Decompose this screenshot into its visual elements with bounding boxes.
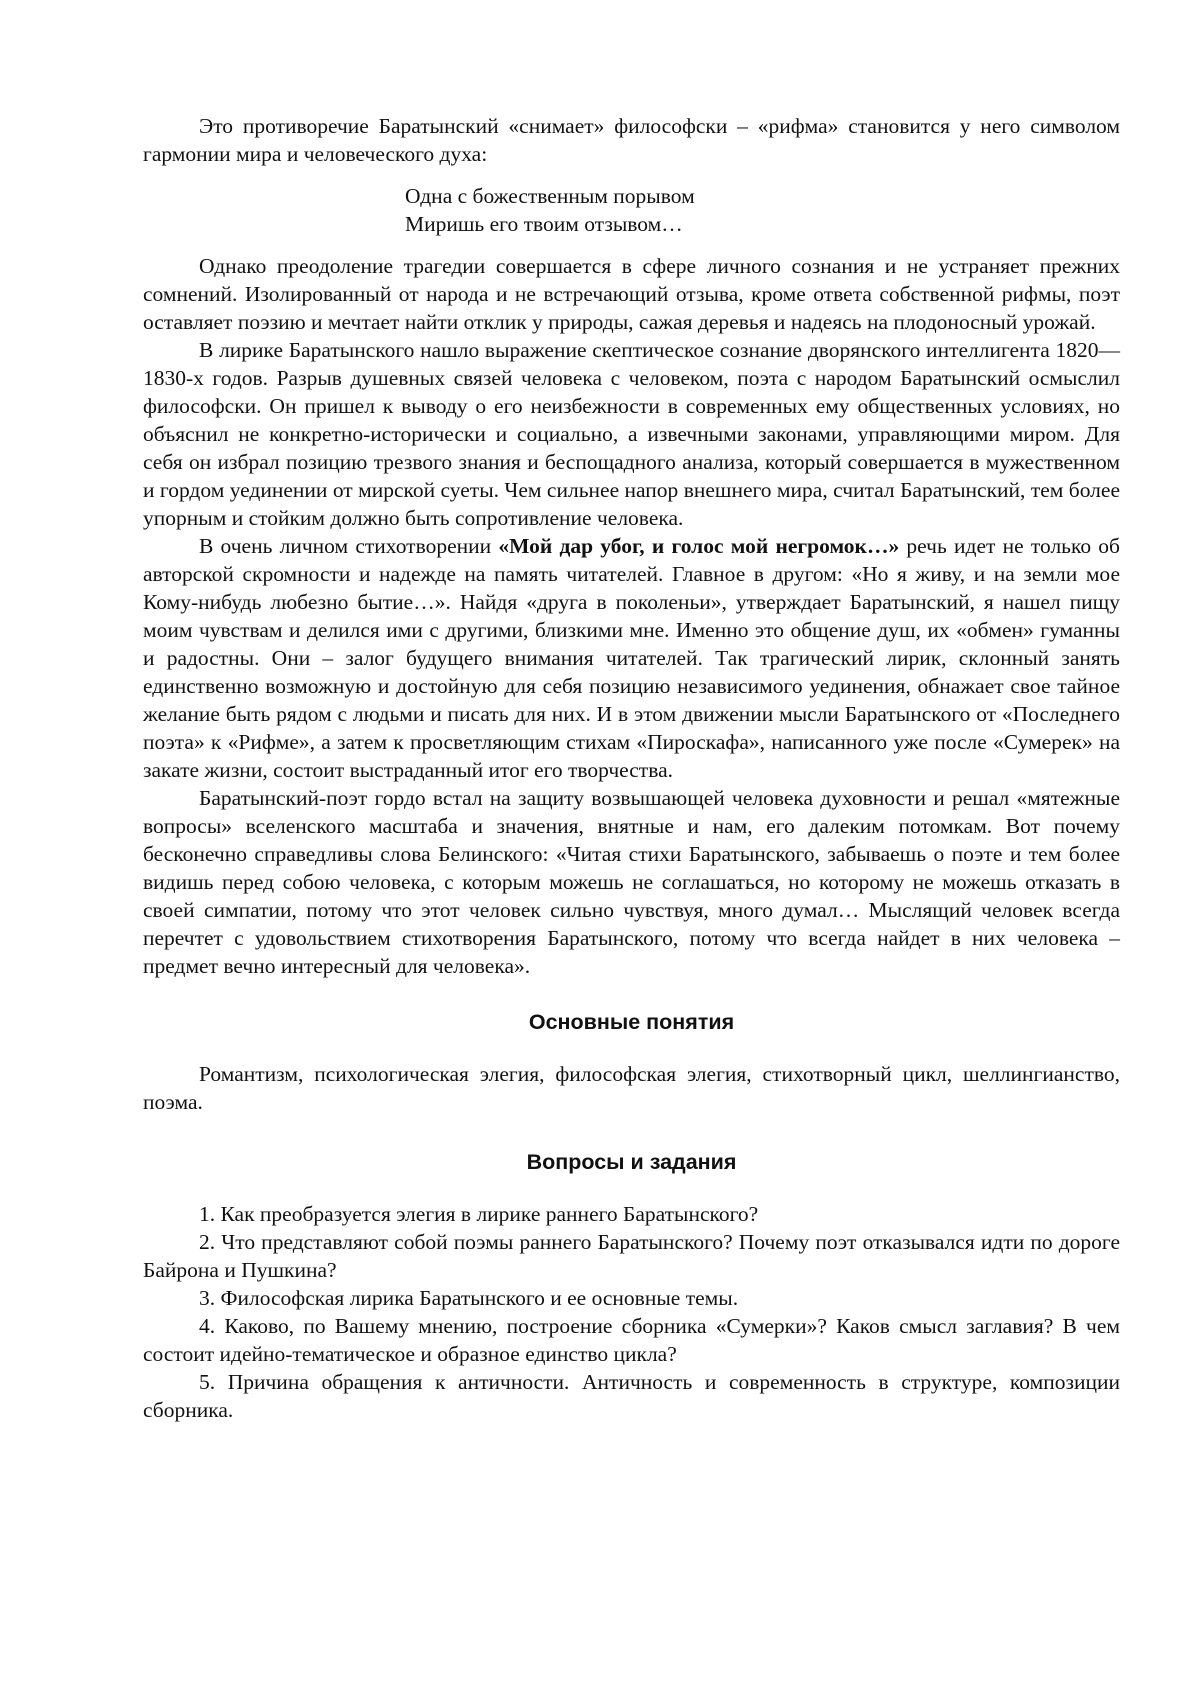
section-heading-concepts: Основные понятия xyxy=(528,1010,735,1034)
verse-quote xyxy=(405,182,1120,238)
paragraph-belinsky: Баратынский-поэт гордо встал на защиту возвышающей человека духовности и решал «мятежные вопросы» вселенского масштаба и значения, внятные и нам, его далеким потомкам. Вот почему бесконечно справедливы слова Белинского: «Читая стихи Баратынского, забываешь о поэте и тем более видишь перед собою человека, с которым можешь не соглашаться, но которому не можешь отказать в своей симпатии, потому что этот человек сильно чувствуя, много думал… Мыслящий человек всегда перечтет с удовольствием стихотворения Баратынского, потому что всегда найдет в них человека – предмет вечно интересный для человека». xyxy=(143,786,1120,978)
question-item: 1. Как преобразуется элегия в лирике раннего Баратынского? xyxy=(199,1202,759,1226)
question-item: 2. Что представляют собой поэмы раннего Баратынского? Почему поэт отказывался идти по дороге Байрона и Пушкина? xyxy=(143,1230,1120,1282)
concepts-text: Романтизм, психологическая элегия, философская элегия, стихотворный цикл, шеллингианство, поэма. xyxy=(143,1062,1120,1114)
question-item: 5. Причина обращения к античности. Античность и современность в структуре, композиции сборника. xyxy=(143,1370,1120,1422)
section-heading-questions: Вопросы и задания xyxy=(526,1150,737,1174)
paragraph-my-gift xyxy=(143,532,1120,784)
verse-line: Миришь его твоим отзывом… xyxy=(405,212,683,236)
intro-paragraph: Это противоречие Баратынский «снимает» философски – «рифма» становится у него символом гармонии мира и человеческого духа: xyxy=(143,114,1120,166)
question-item: 4. Каково, по Вашему мнению, построение сборника «Сумерки»? Каков смысл заглавия? В чем состоит идейно-тематическое и образное единство цикла? xyxy=(143,1314,1120,1366)
paragraph-skeptical-consciousness: В лирике Баратынского нашло выражение скептическое сознание дворянского интеллигента 1820—1830-х годов. Разрыв душевных связей человека с человеком, поэта с народом Баратынский осмыслил философски. Он пришел к выводу о его неизбежности в современных ему общественных условиях, но объяснил не конкретно-исторически и социально, а извечными законами, управляющими миром. Для себя он избрал позицию трезвого знания и беспощадного анализа, который совершается в мужественном и гордом уединении от мирской суеты. Чем сильнее напор внешнего мира, считал Баратынский, тем более упорным и стойким должно быть сопротивление человека. xyxy=(143,338,1120,530)
document-page xyxy=(143,112,1120,1424)
poem-title: «Мой дар убог, и голос мой негромок…» xyxy=(498,534,900,558)
paragraph-tragedy: Однако преодоление трагедии совершается в сфере личного сознания и не устраняет прежних сомнений. Изолированный от народа и не встречающий отзыва, кроме ответа собственной рифмы, поэт оставляет поэзию и мечтает найти отклик у природы, сажая деревья и надеясь на плодоносный урожай. xyxy=(143,254,1120,334)
paragraph-text: речь идет не только об авторской скромности и надежде на память читателей. Главное в другом: «Но я живу, и на земли мое Кому-нибудь любезно бытие…». Найдя «друга в поколеньи», утверждает Баратынский, я нашел пищу моим чувствам и делился ими с другими, близкими мне. Именно это общение душ, их «обмен» гуманны и радостны. Они – залог будущего внимания читателей. Так трагический лирик, склонный занять единственно возможную и достойную для себя позицию независимого уединения, обнажает свое тайное желание быть рядом с людьми и писать для них. И в этом движении мысли Баратынского от «Последнего поэта» к «Рифме», а затем к просветляющим стихам «Пироскафа», написанного уже после «Сумерек» на закате жизни, состоит выстраданный итог его творчества. xyxy=(143,534,1120,782)
question-item: 3. Философская лирика Баратынского и ее основные темы. xyxy=(199,1286,739,1310)
verse-line: Одна с божественным порывом xyxy=(405,184,695,208)
paragraph-text: В очень личном стихотворении xyxy=(199,534,499,558)
